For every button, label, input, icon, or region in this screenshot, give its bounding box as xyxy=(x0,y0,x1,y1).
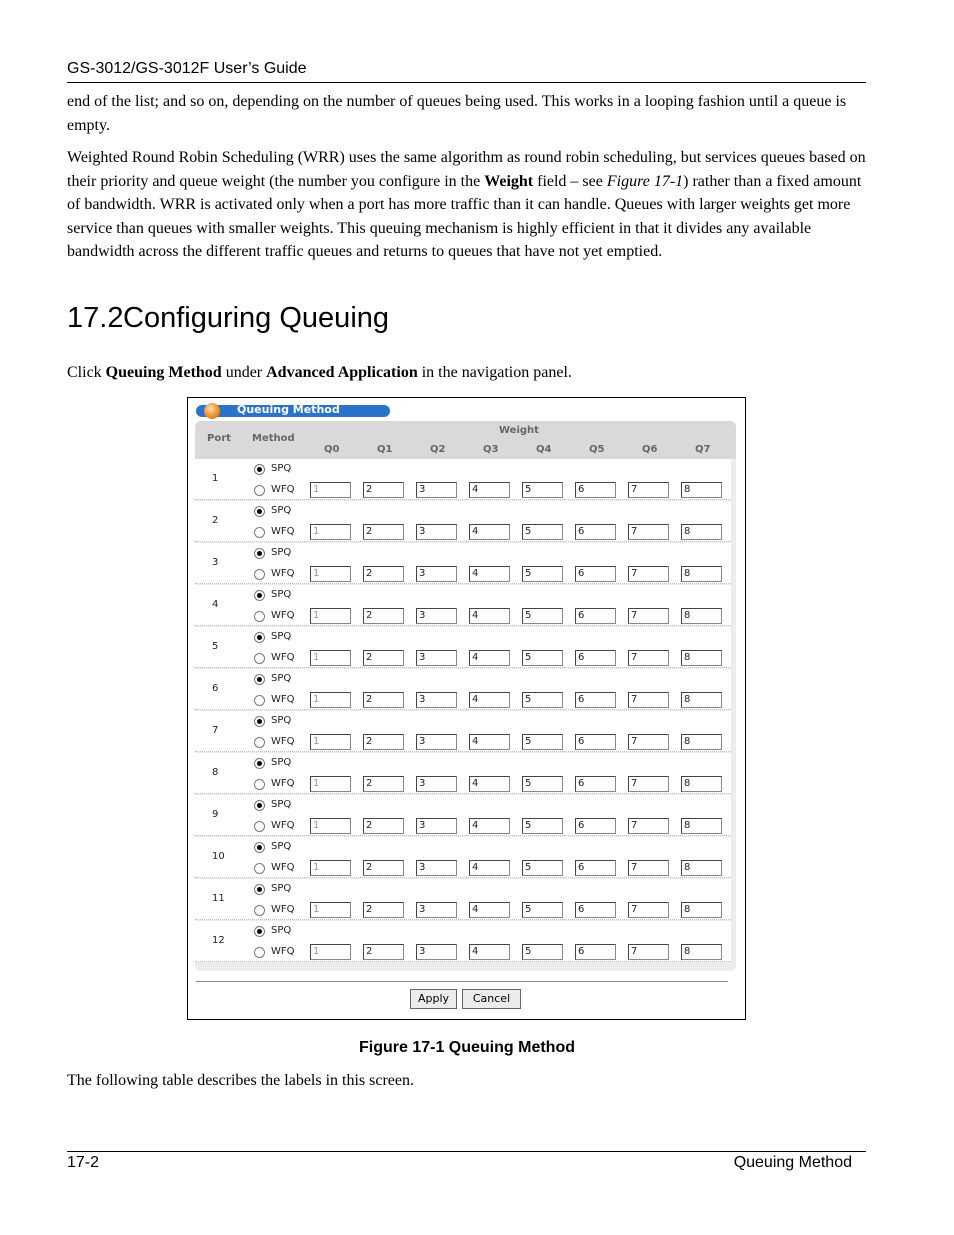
weight-input-q4[interactable]: 5 xyxy=(522,524,563,540)
table-row xyxy=(195,753,731,794)
paragraph-1: end of the list; and so on, depending on the number of queues being used. This works in a looping fashion until a queue is empty. xyxy=(67,93,847,134)
weight-input-q5[interactable]: 6 xyxy=(575,734,616,750)
weight-input-q6[interactable]: 7 xyxy=(628,482,669,498)
col-q1: Q1 xyxy=(377,444,393,455)
weight-input-q3[interactable]: 4 xyxy=(469,650,510,666)
wfq-radio[interactable] xyxy=(254,905,265,916)
weight-input-q1[interactable]: 2 xyxy=(363,692,404,708)
weight-input-q1[interactable]: 2 xyxy=(363,650,404,666)
weight-input-q3[interactable]: 4 xyxy=(469,524,510,540)
weight-input-q3[interactable]: 4 xyxy=(469,902,510,918)
weight-input-q2[interactable]: 3 xyxy=(416,734,457,750)
weight-input-q4[interactable]: 5 xyxy=(522,818,563,834)
weight-input-q1[interactable]: 2 xyxy=(363,860,404,876)
spq-radio[interactable] xyxy=(254,800,265,811)
col-method: Method xyxy=(252,433,295,444)
weight-input-q0[interactable]: 1 xyxy=(310,902,351,918)
weight-input-q5[interactable]: 6 xyxy=(575,482,616,498)
weight-input-q6[interactable]: 7 xyxy=(628,818,669,834)
weight-input-q0[interactable]: 1 xyxy=(310,776,351,792)
weight-input-q4[interactable]: 5 xyxy=(522,860,563,876)
spq-label: SPQ xyxy=(271,925,292,936)
spq-label: SPQ xyxy=(271,631,292,642)
weight-input-q2[interactable]: 3 xyxy=(416,650,457,666)
weight-input-q2[interactable]: 3 xyxy=(416,902,457,918)
weight-input-q0[interactable]: 1 xyxy=(310,818,351,834)
weight-input-q2[interactable]: 3 xyxy=(416,860,457,876)
screen-title: Queuing Method xyxy=(237,403,340,416)
spq-radio[interactable] xyxy=(254,632,265,643)
wfq-radio[interactable] xyxy=(254,653,265,664)
wfq-radio[interactable] xyxy=(254,821,265,832)
spq-radio[interactable] xyxy=(254,590,265,601)
port-number: 10 xyxy=(212,851,225,862)
weight-input-q4[interactable]: 5 xyxy=(522,692,563,708)
spq-radio[interactable] xyxy=(254,548,265,559)
col-q6: Q6 xyxy=(642,444,658,455)
wfq-label: WFQ xyxy=(271,568,295,579)
col-q3: Q3 xyxy=(483,444,499,455)
weight-input-q1[interactable]: 2 xyxy=(363,734,404,750)
weight-input-q0[interactable]: 1 xyxy=(310,734,351,750)
port-number: 9 xyxy=(212,809,219,820)
weight-input-q4[interactable]: 5 xyxy=(522,482,563,498)
port-number: 1 xyxy=(212,473,219,484)
weight-input-q2[interactable]: 3 xyxy=(416,524,457,540)
spq-radio[interactable] xyxy=(254,758,265,769)
weight-input-q0[interactable]: 1 xyxy=(310,860,351,876)
spq-radio[interactable] xyxy=(254,842,265,853)
section-heading: 17.2Configuring Queuing xyxy=(67,302,390,334)
weight-input-q4[interactable]: 5 xyxy=(522,776,563,792)
wfq-label: WFQ xyxy=(271,694,295,705)
col-q7: Q7 xyxy=(695,444,711,455)
weight-input-q7[interactable]: 8 xyxy=(681,902,722,918)
weight-input-q6[interactable]: 7 xyxy=(628,776,669,792)
table-row xyxy=(195,501,731,542)
weight-input-q5[interactable]: 6 xyxy=(575,608,616,624)
spq-radio[interactable] xyxy=(254,506,265,517)
spq-label: SPQ xyxy=(271,505,292,516)
orb-icon xyxy=(204,403,220,419)
port-number: 8 xyxy=(212,767,219,778)
weight-input-q7[interactable]: 8 xyxy=(681,860,722,876)
wfq-label: WFQ xyxy=(271,652,295,663)
wfq-label: WFQ xyxy=(271,484,295,495)
table-row xyxy=(195,459,731,500)
weight-input-q2[interactable]: 3 xyxy=(416,944,457,960)
footer-rule xyxy=(67,1151,866,1152)
port-number: 2 xyxy=(212,515,219,526)
paragraph-click: Click Queuing Method under Advanced Application in the navigation panel. xyxy=(67,364,572,381)
table-row xyxy=(195,543,731,584)
button-separator xyxy=(196,981,728,982)
wfq-radio[interactable] xyxy=(254,863,265,874)
weight-input-q4[interactable]: 5 xyxy=(522,734,563,750)
weight-input-q5[interactable]: 6 xyxy=(575,692,616,708)
weight-input-q7[interactable]: 8 xyxy=(681,524,722,540)
spq-label: SPQ xyxy=(271,673,292,684)
weight-input-q4[interactable]: 5 xyxy=(522,608,563,624)
col-q5: Q5 xyxy=(589,444,605,455)
weight-input-q7[interactable]: 8 xyxy=(681,944,722,960)
weight-input-q6[interactable]: 7 xyxy=(628,860,669,876)
weight-input-q5[interactable]: 6 xyxy=(575,944,616,960)
port-number: 12 xyxy=(212,935,225,946)
spq-label: SPQ xyxy=(271,547,292,558)
weight-input-q1[interactable]: 2 xyxy=(363,524,404,540)
wfq-label: WFQ xyxy=(271,778,295,789)
weight-input-q7[interactable]: 8 xyxy=(681,692,722,708)
wfq-label: WFQ xyxy=(271,820,295,831)
spq-radio[interactable] xyxy=(254,716,265,727)
spq-radio[interactable] xyxy=(254,926,265,937)
spq-label: SPQ xyxy=(271,589,292,600)
weight-input-q6[interactable]: 7 xyxy=(628,692,669,708)
figure-caption: Figure 17-1 Queuing Method xyxy=(358,1039,575,1056)
weight-input-q3[interactable]: 4 xyxy=(469,776,510,792)
port-number: 6 xyxy=(212,683,219,694)
paragraph-wrr: Weighted Round Robin Scheduling (WRR) uses the same algorithm as round robin scheduling, but services queues based on their priority and queue weight (the number you configure in the Weight field – see Figure 17-1) rather than a fixed amount of bandwidth. WRR is activated only when a port has more traffic than it can handle. Queues with larger weights get more service than queues with smaller weights. This queuing mechanism is highly efficient in that it divides any available bandwidth across the different traffic queues and returns to queues that have not yet emptied. xyxy=(67,149,866,260)
header-rule xyxy=(67,82,866,83)
apply-button[interactable]: Apply xyxy=(410,989,457,1009)
port-number: 5 xyxy=(212,641,219,652)
page-number: 17-2 xyxy=(67,1154,100,1171)
spq-label: SPQ xyxy=(271,463,292,474)
weight-input-q4[interactable]: 5 xyxy=(522,650,563,666)
port-number: 4 xyxy=(212,599,219,610)
wfq-label: WFQ xyxy=(271,862,295,873)
table-body xyxy=(195,459,736,971)
table-row xyxy=(195,921,731,962)
weight-input-q1[interactable]: 2 xyxy=(363,566,404,582)
wfq-label: WFQ xyxy=(271,610,295,621)
weight-input-q1[interactable]: 2 xyxy=(363,482,404,498)
weight-input-q0[interactable]: 1 xyxy=(310,692,351,708)
table-row xyxy=(195,669,731,710)
weight-input-q4[interactable]: 5 xyxy=(522,566,563,582)
spq-label: SPQ xyxy=(271,715,292,726)
col-q0: Q0 xyxy=(324,444,340,455)
weight-input-q0[interactable]: 1 xyxy=(310,944,351,960)
weight-input-q3[interactable]: 4 xyxy=(469,734,510,750)
weight-input-q5[interactable]: 6 xyxy=(575,566,616,582)
wfq-label: WFQ xyxy=(271,526,295,537)
weight-input-q7[interactable]: 8 xyxy=(681,734,722,750)
wfq-radio[interactable] xyxy=(254,485,265,496)
weight-input-q2[interactable]: 3 xyxy=(416,776,457,792)
weight-input-q6[interactable]: 7 xyxy=(628,944,669,960)
weight-input-q6[interactable]: 7 xyxy=(628,608,669,624)
weight-input-q6[interactable]: 7 xyxy=(628,566,669,582)
weight-input-q2[interactable]: 3 xyxy=(416,818,457,834)
weight-input-q2[interactable]: 3 xyxy=(416,482,457,498)
chapter-name: Queuing Method xyxy=(733,1154,852,1171)
wfq-radio[interactable] xyxy=(254,695,265,706)
weight-input-q5[interactable]: 6 xyxy=(575,902,616,918)
weight-input-q2[interactable]: 3 xyxy=(416,608,457,624)
weight-input-q3[interactable]: 4 xyxy=(469,818,510,834)
wfq-label: WFQ xyxy=(271,904,295,915)
running-header: GS-3012/GS-3012F User’s Guide xyxy=(67,60,307,77)
weight-input-q7[interactable]: 8 xyxy=(681,566,722,582)
spq-label: SPQ xyxy=(271,757,292,768)
paragraph-following: The following table describes the labels in this screen. xyxy=(67,1072,415,1089)
weight-input-q6[interactable]: 7 xyxy=(628,524,669,540)
weight-input-q0[interactable]: 1 xyxy=(310,566,351,582)
spq-radio[interactable] xyxy=(254,464,265,475)
weight-input-q7[interactable]: 8 xyxy=(681,482,722,498)
spq-radio[interactable] xyxy=(254,674,265,685)
wfq-radio[interactable] xyxy=(254,611,265,622)
table-row xyxy=(195,837,731,878)
weight-input-q3[interactable]: 4 xyxy=(469,566,510,582)
weight-input-q5[interactable]: 6 xyxy=(575,776,616,792)
weight-input-q1[interactable]: 2 xyxy=(363,818,404,834)
spq-label: SPQ xyxy=(271,799,292,810)
col-weight: Weight xyxy=(499,425,539,436)
wfq-radio[interactable] xyxy=(254,779,265,790)
weight-input-q0[interactable]: 1 xyxy=(310,524,351,540)
weight-input-q7[interactable]: 8 xyxy=(681,608,722,624)
weight-input-q5[interactable]: 6 xyxy=(575,650,616,666)
port-number: 3 xyxy=(212,557,219,568)
weight-input-q0[interactable]: 1 xyxy=(310,608,351,624)
weight-input-q4[interactable]: 5 xyxy=(522,902,563,918)
weight-input-q7[interactable]: 8 xyxy=(681,818,722,834)
spq-label: SPQ xyxy=(271,841,292,852)
weight-input-q1[interactable]: 2 xyxy=(363,776,404,792)
weight-input-q3[interactable]: 4 xyxy=(469,944,510,960)
col-q2: Q2 xyxy=(430,444,446,455)
weight-input-q2[interactable]: 3 xyxy=(416,566,457,582)
spq-radio[interactable] xyxy=(254,884,265,895)
table-row xyxy=(195,585,731,626)
weight-input-q3[interactable]: 4 xyxy=(469,692,510,708)
wfq-radio[interactable] xyxy=(254,947,265,958)
weight-input-q2[interactable]: 3 xyxy=(416,692,457,708)
port-number: 11 xyxy=(212,893,225,904)
weight-input-q6[interactable]: 7 xyxy=(628,734,669,750)
cancel-button[interactable]: Cancel xyxy=(462,989,521,1009)
wfq-radio[interactable] xyxy=(254,737,265,748)
weight-input-q5[interactable]: 6 xyxy=(575,860,616,876)
port-number: 7 xyxy=(212,725,219,736)
queuing-method-screen xyxy=(187,397,746,1020)
weight-input-q5[interactable]: 6 xyxy=(575,524,616,540)
weight-input-q5[interactable]: 6 xyxy=(575,818,616,834)
col-port: Port xyxy=(207,433,231,444)
weight-input-q7[interactable]: 8 xyxy=(681,650,722,666)
table-header xyxy=(195,421,736,459)
weight-input-q7[interactable]: 8 xyxy=(681,776,722,792)
table-row xyxy=(195,879,731,920)
weight-input-q3[interactable]: 4 xyxy=(469,482,510,498)
weight-input-q1[interactable]: 2 xyxy=(363,944,404,960)
weight-input-q0[interactable]: 1 xyxy=(310,650,351,666)
weight-input-q3[interactable]: 4 xyxy=(469,608,510,624)
table-row xyxy=(195,627,731,668)
wfq-label: WFQ xyxy=(271,736,295,747)
wfq-radio[interactable] xyxy=(254,527,265,538)
wfq-radio[interactable] xyxy=(254,569,265,580)
weight-input-q3[interactable]: 4 xyxy=(469,860,510,876)
spq-label: SPQ xyxy=(271,883,292,894)
wfq-label: WFQ xyxy=(271,946,295,957)
weight-input-q6[interactable]: 7 xyxy=(628,650,669,666)
table-row xyxy=(195,711,731,752)
weight-input-q0[interactable]: 1 xyxy=(310,482,351,498)
weight-input-q1[interactable]: 2 xyxy=(363,902,404,918)
col-q4: Q4 xyxy=(536,444,552,455)
weight-input-q6[interactable]: 7 xyxy=(628,902,669,918)
weight-input-q4[interactable]: 5 xyxy=(522,944,563,960)
table-row xyxy=(195,795,731,836)
weight-input-q1[interactable]: 2 xyxy=(363,608,404,624)
